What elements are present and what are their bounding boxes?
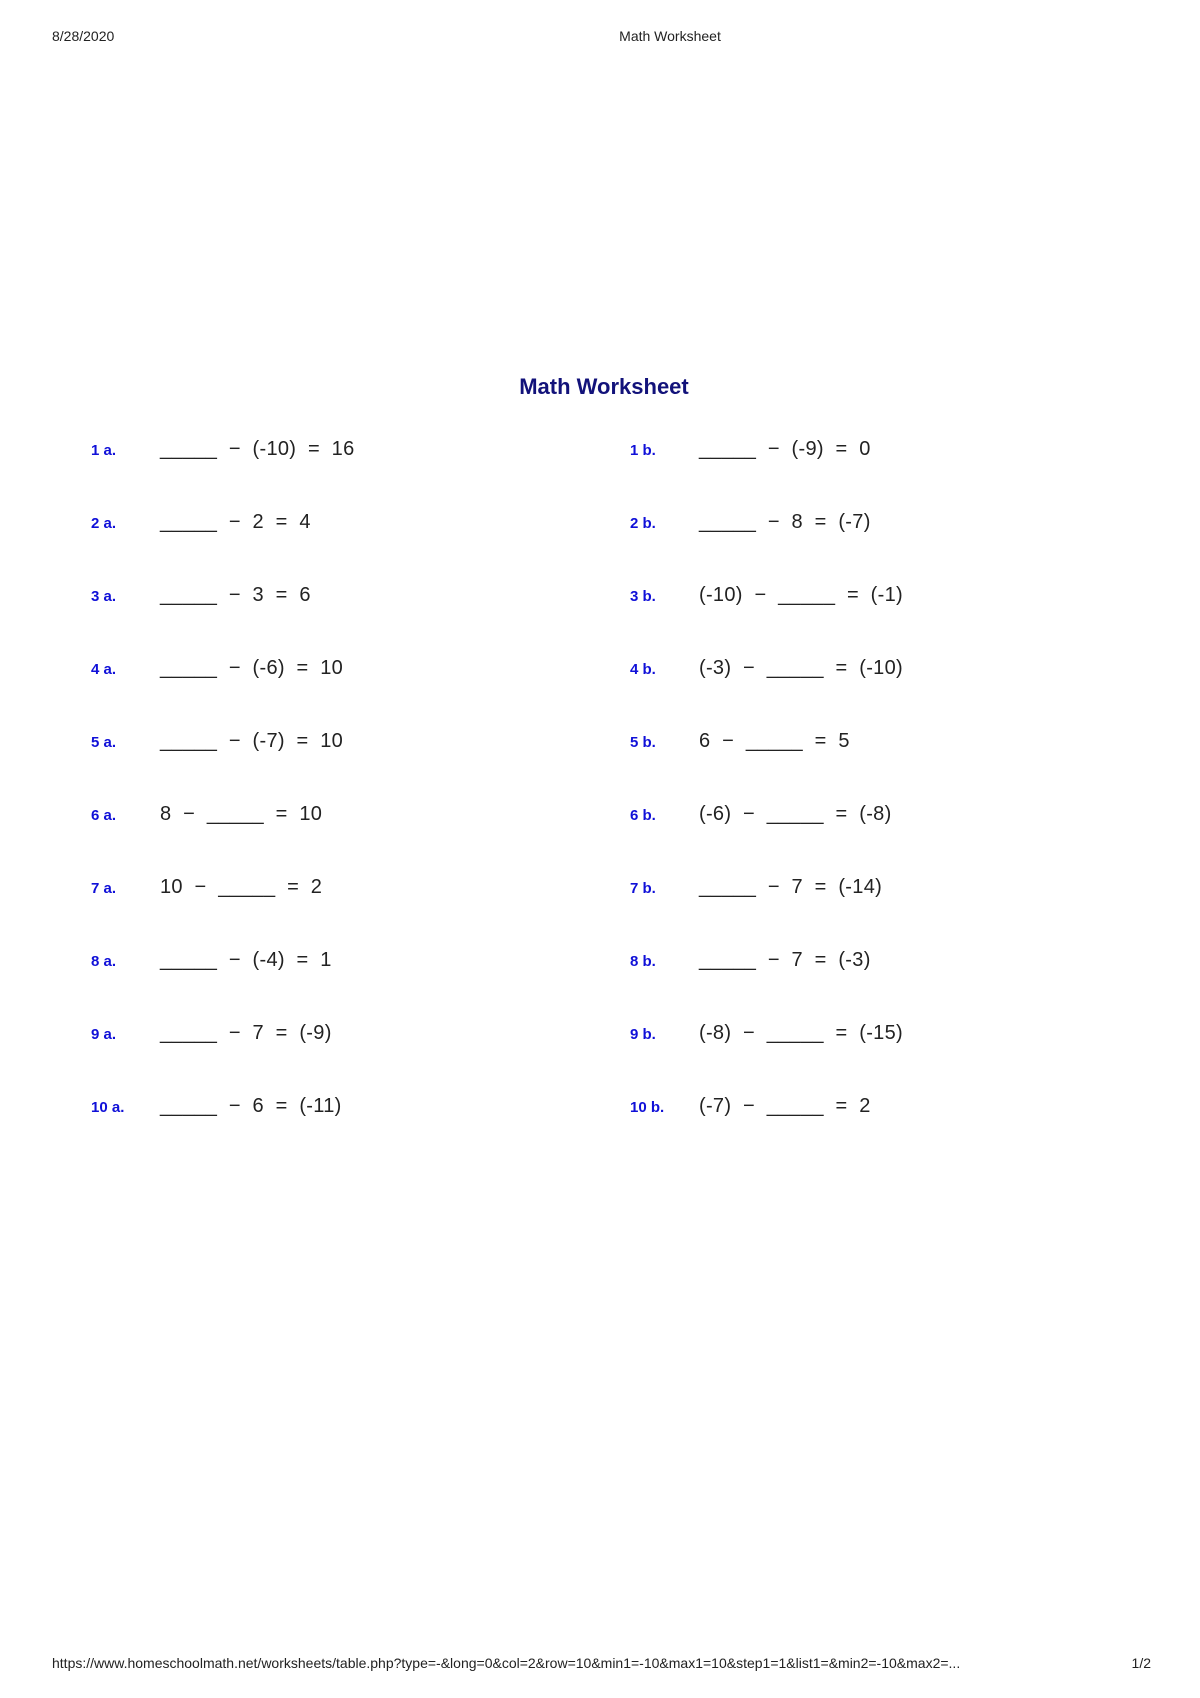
print-document-title: Math Worksheet <box>619 28 721 44</box>
problem-number: 2 a. <box>91 515 117 532</box>
worksheet-title: Math Worksheet <box>519 374 689 399</box>
problem-item <box>630 509 1110 541</box>
problem-item <box>91 801 571 833</box>
problem-number: 9 a. <box>91 1026 117 1043</box>
problem-expression: (-3) − _____ = (-10) <box>699 657 903 679</box>
problem-item <box>91 728 571 760</box>
problem-number: 6 a. <box>91 807 117 824</box>
problem-number: 5 a. <box>91 734 117 751</box>
problem-number: 6 b. <box>630 807 656 824</box>
problem-expression: _____ − 7 = (-3) <box>699 949 871 971</box>
problem-number: 7 a. <box>91 880 117 897</box>
problem-item <box>630 801 1110 833</box>
problem-number: 9 b. <box>630 1026 656 1043</box>
problem-number: 5 b. <box>630 734 656 751</box>
problem-item <box>91 436 571 468</box>
problem-item <box>91 874 571 906</box>
problem-number: 10 b. <box>630 1099 665 1116</box>
print-date: 8/28/2020 <box>52 28 115 44</box>
print-header <box>0 28 1200 48</box>
problem-item <box>630 582 1110 614</box>
problem-expression: 10 − _____ = 2 <box>160 876 323 898</box>
problem-number: 8 a. <box>91 953 117 970</box>
problem-expression: _____ − 7 = (-14) <box>699 876 883 898</box>
problem-expression: (-10) − _____ = (-1) <box>699 584 903 606</box>
problem-number: 1 b. <box>630 442 656 459</box>
problem-expression: (-8) − _____ = (-15) <box>699 1022 903 1044</box>
problem-item <box>630 1093 1110 1125</box>
problem-item <box>630 874 1110 906</box>
problem-expression: _____ − 8 = (-7) <box>699 511 871 533</box>
problem-number: 1 a. <box>91 442 117 459</box>
problem-number: 8 b. <box>630 953 656 970</box>
problem-number: 10 a. <box>91 1099 125 1116</box>
problem-item <box>630 655 1110 687</box>
problem-number: 4 a. <box>91 661 117 678</box>
problem-expression: _____ − 6 = (-11) <box>160 1095 342 1117</box>
problem-expression: 8 − _____ = 10 <box>160 803 323 825</box>
problem-expression: _____ − (-10) = 16 <box>160 438 355 460</box>
problem-item <box>91 582 571 614</box>
print-url: https://www.homeschoolmath.net/worksheets/table.php?type=-&long=0&col=2&row=10&min1=-10&max1=10&step1=1&list1=&min2=-10&max2=... <box>52 1655 961 1671</box>
print-footer <box>0 1655 1200 1675</box>
problem-number: 4 b. <box>630 661 656 678</box>
problem-item <box>630 728 1110 760</box>
problem-item <box>91 509 571 541</box>
problem-number: 7 b. <box>630 880 656 897</box>
problem-item <box>91 655 571 687</box>
problem-expression: _____ − 2 = 4 <box>160 511 311 533</box>
problem-expression: _____ − (-9) = 0 <box>699 438 871 460</box>
problem-expression: (-7) − _____ = 2 <box>699 1095 871 1117</box>
problem-expression: _____ − (-6) = 10 <box>160 657 344 679</box>
page-number: 1/2 <box>1131 1655 1151 1671</box>
problem-expression: _____ − 3 = 6 <box>160 584 311 606</box>
problem-item <box>630 436 1110 468</box>
problem-item <box>630 1020 1110 1052</box>
problem-item <box>630 947 1110 979</box>
problem-item <box>91 1020 571 1052</box>
problem-number: 3 b. <box>630 588 656 605</box>
problem-expression: _____ − (-7) = 10 <box>160 730 344 752</box>
problem-expression: _____ − (-4) = 1 <box>160 949 332 971</box>
problem-expression: _____ − 7 = (-9) <box>160 1022 332 1044</box>
problem-expression: 6 − _____ = 5 <box>699 730 850 752</box>
problem-number: 2 b. <box>630 515 656 532</box>
problem-expression: (-6) − _____ = (-8) <box>699 803 892 825</box>
problem-item <box>91 947 571 979</box>
problem-number: 3 a. <box>91 588 117 605</box>
problem-item <box>91 1093 571 1125</box>
